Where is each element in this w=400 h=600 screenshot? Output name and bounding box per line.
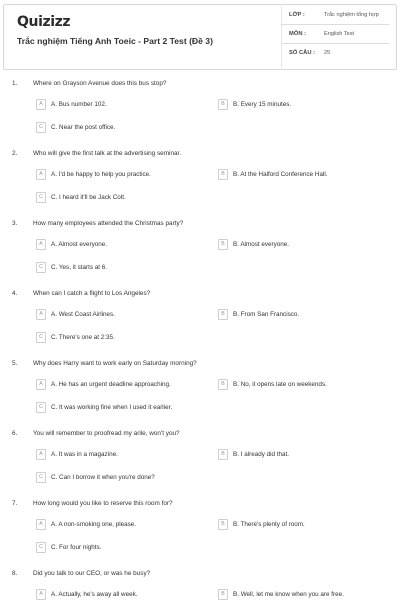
option-letter-box: A: [36, 169, 46, 180]
question-item: [0, 146, 400, 216]
option-text: A. Almost everyone.: [51, 241, 107, 248]
meta-label: MÔN :: [289, 31, 307, 37]
option-text: A. Actually, he's away all week.: [51, 591, 138, 598]
option-letter-box: A: [36, 309, 46, 320]
option-letter-box: B: [218, 309, 228, 320]
option-letter-box: A: [36, 449, 46, 460]
option-letter-box: C: [36, 122, 46, 133]
option-letter-box: C: [36, 192, 46, 203]
question-list: [0, 76, 400, 600]
option-text: B. Every 15 minutes.: [233, 101, 292, 108]
option-text: A. It was in a magazine.: [51, 451, 118, 458]
meta-table: [281, 6, 389, 63]
option-text: C. Near the post office.: [51, 124, 116, 131]
page-title: Trắc nghiệm Tiếng Anh Toeic - Part 2 Test (Đề 3): [17, 36, 213, 46]
option-text: A. A non-smoking one, please.: [51, 521, 137, 528]
question-item: [0, 496, 400, 566]
question-text: Who will give the first talk at the advertising seminar.: [33, 150, 182, 157]
question-number: 6.: [12, 430, 18, 437]
question-number: 5.: [12, 360, 18, 367]
option-letter-box: C: [36, 332, 46, 343]
option-text: B. At the Halford Conference Hall.: [233, 171, 328, 178]
question-text: How many employees attended the Christmas party?: [33, 220, 184, 227]
option-text: A. I'd be happy to help you practice.: [51, 171, 151, 178]
option-text: C. There's one at 2:35.: [51, 334, 115, 341]
meta-value: 25: [324, 50, 331, 56]
option-text: C. I heard it'll be Jack Colt.: [51, 194, 126, 201]
option-letter-box: C: [36, 472, 46, 483]
meta-row-class: [281, 6, 389, 25]
option-text: B. I already did that.: [233, 451, 290, 458]
option-letter-box: A: [36, 99, 46, 110]
option-text: B. No, it opens late on weekends.: [233, 381, 327, 388]
option-text: C. For four nights.: [51, 544, 102, 551]
question-item: [0, 566, 400, 600]
meta-value: Trắc nghiệm tổng hợp: [324, 12, 379, 18]
option-letter-box: B: [218, 239, 228, 250]
question-number: 7.: [12, 500, 18, 507]
meta-row-question-count: [281, 44, 389, 63]
question-number: 8.: [12, 570, 18, 577]
option-letter-box: B: [218, 169, 228, 180]
question-item: [0, 356, 400, 426]
question-number: 1.: [12, 80, 18, 87]
option-letter-box: B: [218, 589, 228, 600]
option-text: B. Well, let me know when you are free.: [233, 591, 344, 598]
option-text: A. He has an urgent deadline approaching.: [51, 381, 171, 388]
question-item: [0, 76, 400, 146]
option-letter-box: A: [36, 239, 46, 250]
question-item: [0, 426, 400, 496]
quizizz-logo: Quizizz: [17, 14, 71, 30]
option-letter-box: C: [36, 402, 46, 413]
option-text: C. It was working fine when I used it earlier.: [51, 404, 173, 411]
question-text: Did you talk to our CEO, or was he busy?: [33, 570, 151, 577]
option-letter-box: C: [36, 542, 46, 553]
question-number: 2.: [12, 150, 18, 157]
question-text: Where on Grayson Avenue does this bus stop?: [33, 80, 167, 87]
option-letter-box: C: [36, 262, 46, 273]
option-letter-box: B: [218, 449, 228, 460]
question-text: You will remember to proofread my arile, won't you?: [33, 430, 180, 437]
question-number: 4.: [12, 290, 18, 297]
option-text: B. There's plenty of room.: [233, 521, 305, 528]
option-text: B. Almost everyone.: [233, 241, 289, 248]
question-item: [0, 286, 400, 356]
meta-row-subject: [281, 25, 389, 44]
option-letter-box: A: [36, 589, 46, 600]
question-text: When can I catch a flight to Los Angeles?: [33, 290, 151, 297]
option-text: B. From San Francisco.: [233, 311, 300, 318]
meta-label: LỚP :: [289, 12, 305, 18]
option-text: C. Can I borrow it when you're done?: [51, 474, 155, 481]
option-text: A. West Coast Airlines.: [51, 311, 115, 318]
option-letter-box: A: [36, 519, 46, 530]
option-text: C. Yes, it starts at 6.: [51, 264, 107, 271]
option-letter-box: B: [218, 379, 228, 390]
meta-value: English Test: [324, 31, 355, 37]
option-text: A. Bus number 102.: [51, 101, 107, 108]
question-text: How long would you like to reserve this room for?: [33, 500, 173, 507]
question-number: 3.: [12, 220, 18, 227]
meta-label: SỐ CÂU :: [289, 50, 316, 56]
question-item: [0, 216, 400, 286]
question-text: Why does Harry want to work early on Saturday morning?: [33, 360, 197, 367]
option-letter-box: B: [218, 519, 228, 530]
option-letter-box: B: [218, 99, 228, 110]
option-letter-box: A: [36, 379, 46, 390]
